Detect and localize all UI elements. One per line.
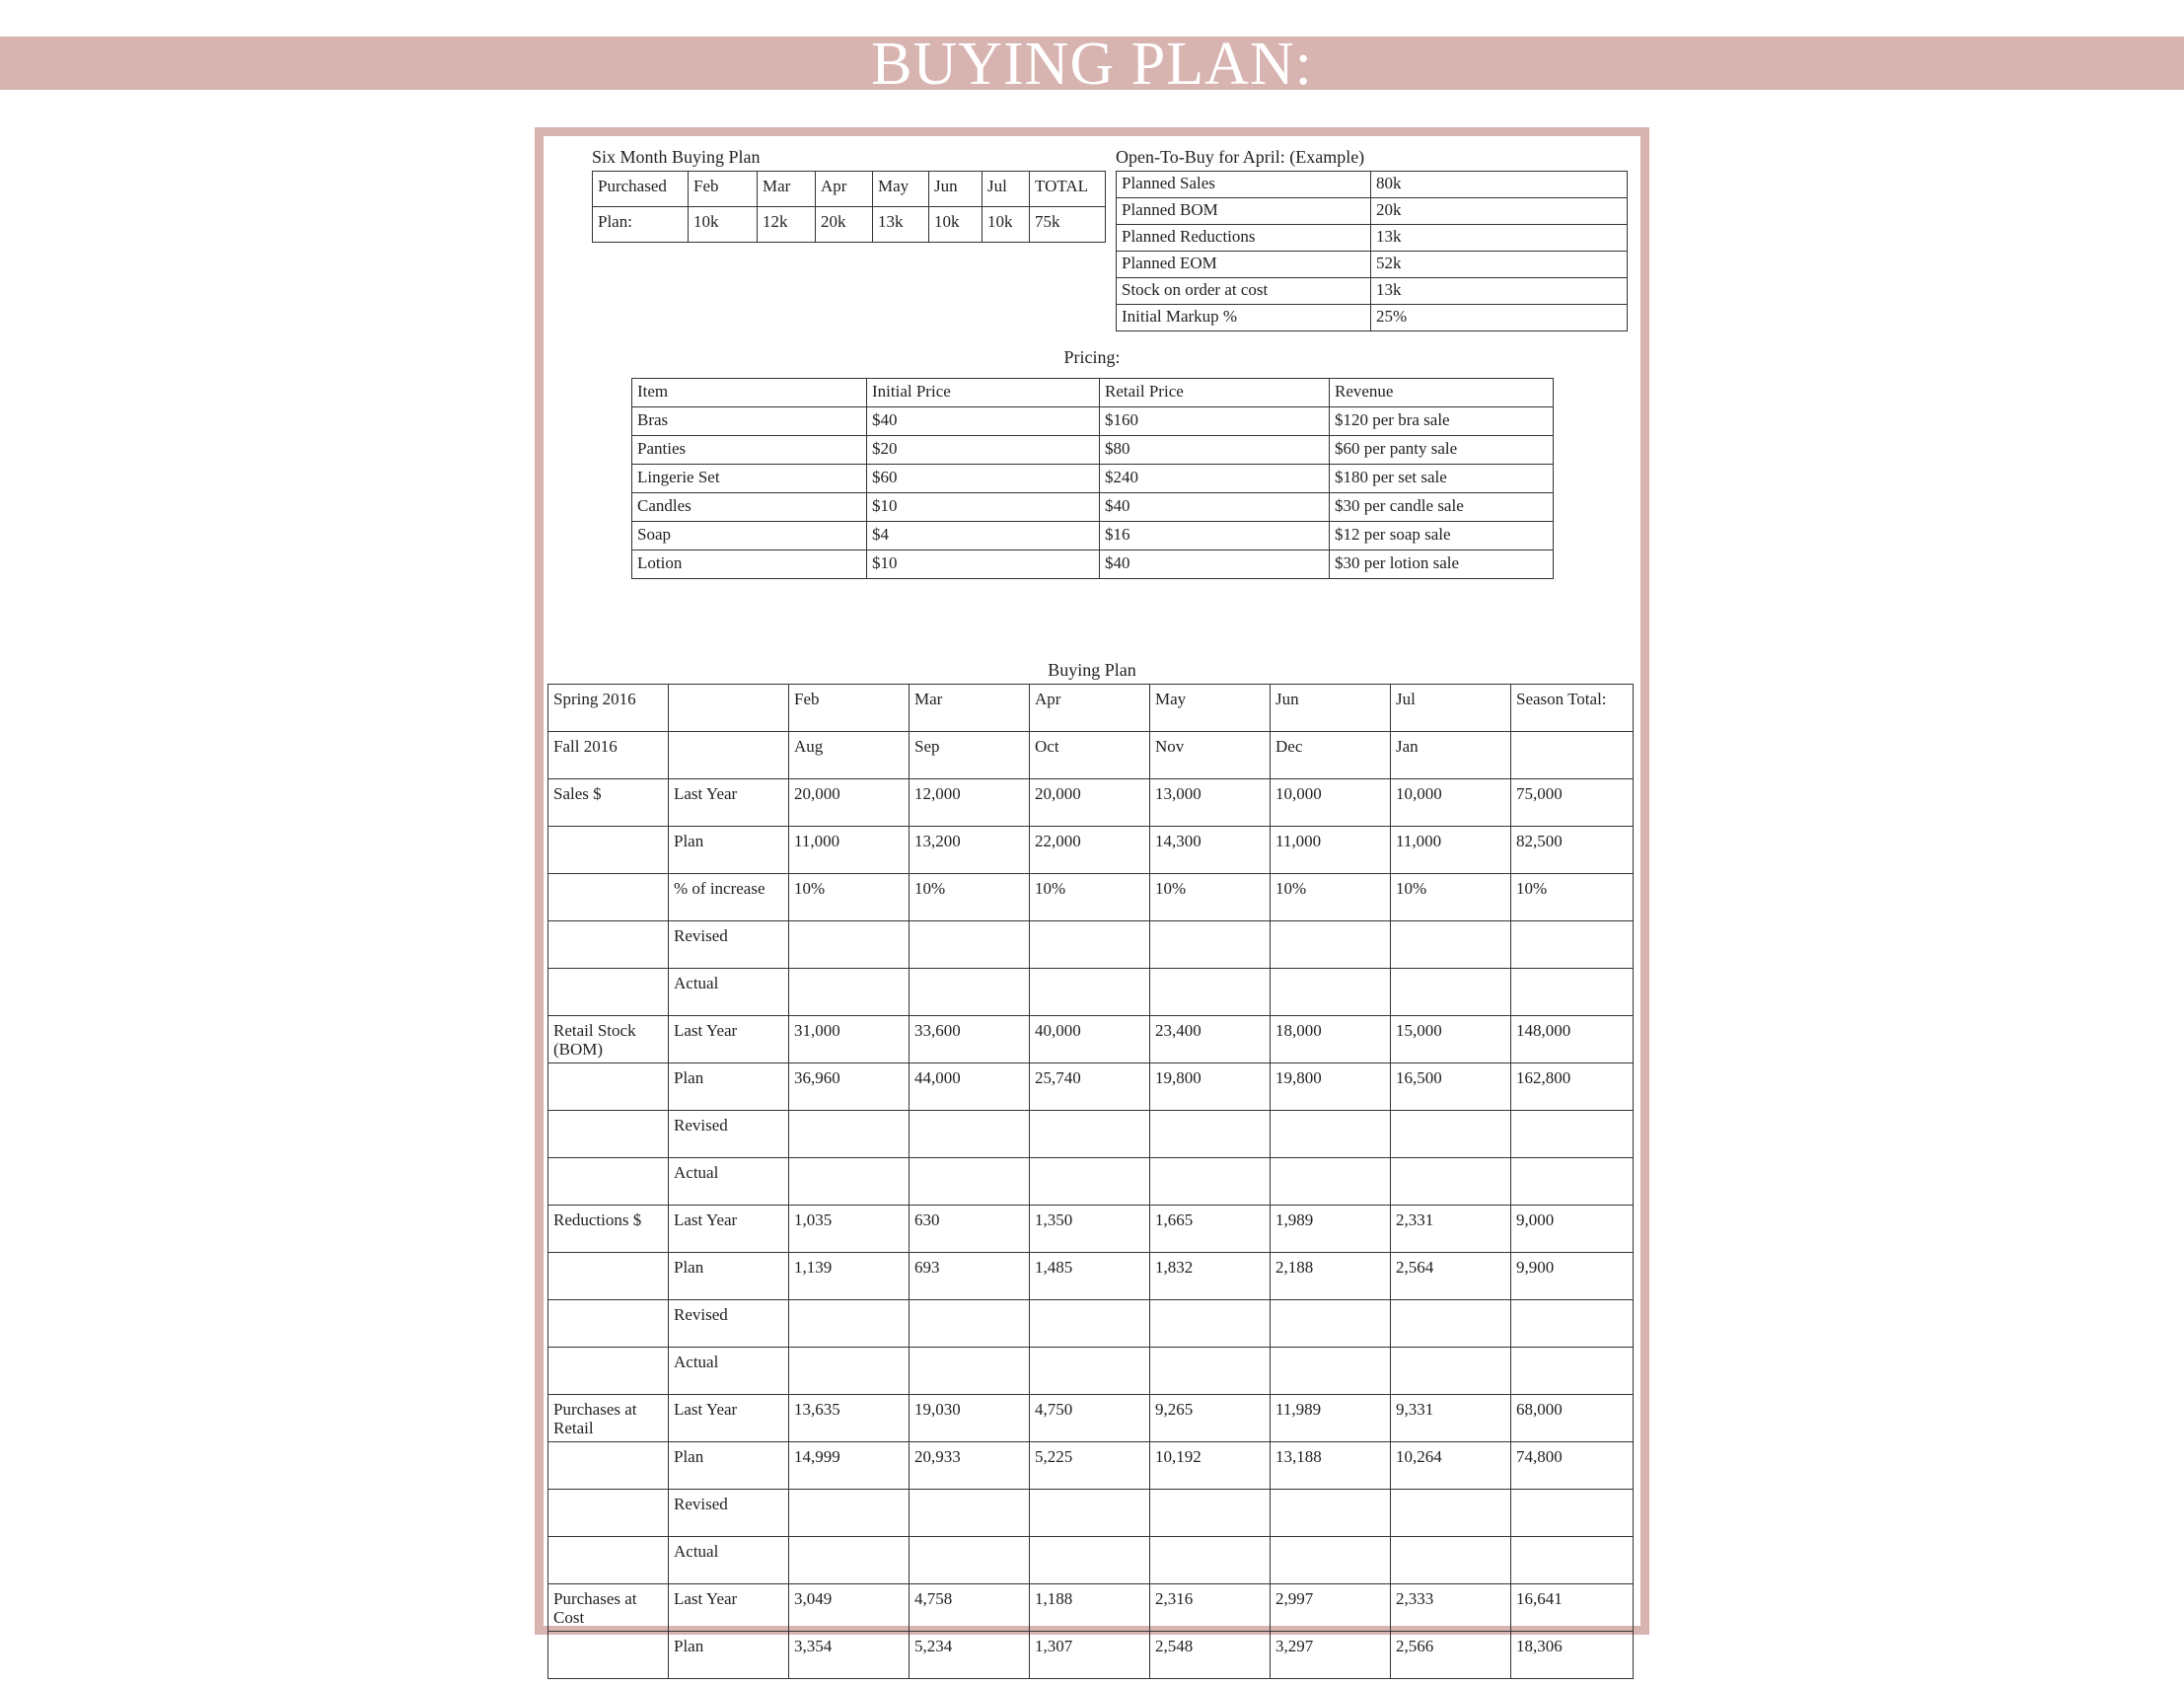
table-cell (910, 969, 1030, 1016)
table-cell: 10,000 (1271, 779, 1391, 827)
table-cell: Planned BOM (1117, 198, 1371, 225)
table-cell: Feb (689, 172, 758, 207)
table-cell: 1,188 (1030, 1584, 1150, 1632)
table-cell: % of increase (669, 874, 789, 921)
table-cell (548, 1300, 669, 1348)
table-row (548, 1490, 1634, 1537)
table-cell: $60 (867, 465, 1100, 493)
table-cell: 13k (1371, 278, 1628, 305)
table-cell: $40 (1100, 493, 1330, 522)
six-month-heading: Six Month Buying Plan (592, 147, 761, 167)
table-row (548, 827, 1634, 874)
table-cell: $16 (1100, 522, 1330, 550)
table-cell (548, 1348, 669, 1395)
table-cell: 2,316 (1150, 1584, 1271, 1632)
table-cell (789, 1537, 910, 1584)
table-cell: Actual (669, 1348, 789, 1395)
table-cell: 82,500 (1511, 827, 1634, 874)
table-cell (1511, 969, 1634, 1016)
table-cell: 15,000 (1391, 1016, 1511, 1063)
table-cell: Oct (1030, 732, 1150, 779)
table-cell: 10% (1391, 874, 1511, 921)
table-cell: 20,933 (910, 1442, 1030, 1490)
table-cell: Last Year (669, 1206, 789, 1253)
buying-plan-document (535, 127, 1649, 1655)
table-cell: Revised (669, 921, 789, 969)
table-cell (1150, 921, 1271, 969)
table-cell (910, 1111, 1030, 1158)
table-cell (548, 1490, 669, 1537)
table-cell (789, 1300, 910, 1348)
table-cell (1030, 921, 1150, 969)
table-cell (1511, 1300, 1634, 1348)
table-row (632, 522, 1554, 550)
table-cell: Apr (816, 172, 873, 207)
table-cell: May (1150, 685, 1271, 732)
table-cell: 25,740 (1030, 1063, 1150, 1111)
table-cell (1511, 921, 1634, 969)
table-cell (1030, 1111, 1150, 1158)
table-cell: 13,188 (1271, 1442, 1391, 1490)
table-cell (1030, 1490, 1150, 1537)
table-row (548, 1395, 1634, 1442)
table-row (548, 1537, 1634, 1584)
table-cell: Revised (669, 1111, 789, 1158)
table-cell: $20 (867, 436, 1100, 465)
table-cell: Sales $ (548, 779, 669, 827)
table-row (548, 1348, 1634, 1395)
table-cell: 10% (910, 874, 1030, 921)
table-cell: 20k (1371, 198, 1628, 225)
table-cell: 9,900 (1511, 1253, 1634, 1300)
table-cell: 10k (983, 207, 1030, 243)
table-cell: 80k (1371, 172, 1628, 198)
table-cell (910, 1300, 1030, 1348)
table-row (548, 874, 1634, 921)
table-cell: Sep (910, 732, 1030, 779)
table-cell (548, 1253, 669, 1300)
table-cell: 1,035 (789, 1206, 910, 1253)
table-cell: Season Total: (1511, 685, 1634, 732)
table-cell (1030, 1348, 1150, 1395)
table-cell: 44,000 (910, 1063, 1030, 1111)
table-cell: Lotion (632, 550, 867, 579)
table-cell: Actual (669, 1158, 789, 1206)
table-row (548, 1111, 1634, 1158)
table-cell: 68,000 (1511, 1395, 1634, 1442)
table-cell: 2,997 (1271, 1584, 1391, 1632)
table-cell (1150, 1111, 1271, 1158)
table-cell: 11,000 (1391, 827, 1511, 874)
table-cell (548, 1632, 669, 1679)
table-cell: Actual (669, 969, 789, 1016)
table-cell: Stock on order at cost (1117, 278, 1371, 305)
table-cell: Planned EOM (1117, 252, 1371, 278)
table-cell: Jul (983, 172, 1030, 207)
table-row (593, 207, 1106, 243)
table-cell: 1,350 (1030, 1206, 1150, 1253)
table-cell: 36,960 (789, 1063, 910, 1111)
table-cell: 2,333 (1391, 1584, 1511, 1632)
table-cell (910, 1537, 1030, 1584)
table-cell: 630 (910, 1206, 1030, 1253)
table-cell: Jan (1391, 732, 1511, 779)
table-cell: Plan (669, 827, 789, 874)
table-cell: 23,400 (1150, 1016, 1271, 1063)
table-cell: 22,000 (1030, 827, 1150, 874)
table-cell (1391, 921, 1511, 969)
table-cell (1150, 1490, 1271, 1537)
table-cell: 16,641 (1511, 1584, 1634, 1632)
table-cell: 693 (910, 1253, 1030, 1300)
table-cell (1391, 1348, 1511, 1395)
table-cell (548, 1537, 669, 1584)
table-cell: 3,049 (789, 1584, 910, 1632)
table-cell (910, 921, 1030, 969)
table-cell: Spring 2016 (548, 685, 669, 732)
table-row (632, 493, 1554, 522)
table-cell (789, 969, 910, 1016)
table-cell: Plan (669, 1253, 789, 1300)
table-cell: 9,331 (1391, 1395, 1511, 1442)
table-cell: 10% (789, 874, 910, 921)
table-cell (548, 827, 669, 874)
table-row (1117, 225, 1628, 252)
table-cell (1150, 1158, 1271, 1206)
table-row (632, 465, 1554, 493)
table-row (548, 732, 1634, 779)
table-cell: Plan (669, 1442, 789, 1490)
table-row (1117, 172, 1628, 198)
table-cell (548, 1442, 669, 1490)
table-cell: Bras (632, 407, 867, 436)
table-cell: Revised (669, 1490, 789, 1537)
table-cell: 14,300 (1150, 827, 1271, 874)
table-row (548, 1442, 1634, 1490)
table-cell (1271, 1300, 1391, 1348)
table-cell: 11,989 (1271, 1395, 1391, 1442)
table-cell (789, 1158, 910, 1206)
table-cell: 20,000 (1030, 779, 1150, 827)
table-cell: Reductions $ (548, 1206, 669, 1253)
table-cell: TOTAL (1030, 172, 1106, 207)
table-row (548, 1158, 1634, 1206)
table-cell: 2,188 (1271, 1253, 1391, 1300)
table-cell: May (873, 172, 929, 207)
table-cell: 1,485 (1030, 1253, 1150, 1300)
table-cell: 13k (873, 207, 929, 243)
table-cell (1150, 969, 1271, 1016)
table-cell: $30 per lotion sale (1330, 550, 1554, 579)
table-cell: 9,265 (1150, 1395, 1271, 1442)
table-cell: $30 per candle sale (1330, 493, 1554, 522)
table-cell: 1,989 (1271, 1206, 1391, 1253)
table-cell: $12 per soap sale (1330, 522, 1554, 550)
table-cell: 10,000 (1391, 779, 1511, 827)
table-cell: Plan (669, 1063, 789, 1111)
table-cell: $10 (867, 550, 1100, 579)
table-row (1117, 198, 1628, 225)
table-cell: Item (632, 379, 867, 407)
table-cell: 75k (1030, 207, 1106, 243)
table-cell (910, 1490, 1030, 1537)
table-cell: Fall 2016 (548, 732, 669, 779)
six-month-table (592, 171, 1106, 243)
table-cell: $120 per bra sale (1330, 407, 1554, 436)
table-cell: 10% (1030, 874, 1150, 921)
otb-heading: Open-To-Buy for April: (Example) (1116, 147, 1365, 167)
table-cell (548, 874, 669, 921)
table-cell: Initial Price (867, 379, 1100, 407)
table-cell: 13k (1371, 225, 1628, 252)
table-cell: 10k (929, 207, 983, 243)
table-cell: Jun (1271, 685, 1391, 732)
table-cell (1511, 1158, 1634, 1206)
table-cell (1511, 1537, 1634, 1584)
table-cell: 162,800 (1511, 1063, 1634, 1111)
table-cell: $180 per set sale (1330, 465, 1554, 493)
table-cell (1271, 969, 1391, 1016)
table-cell: $60 per panty sale (1330, 436, 1554, 465)
table-cell (910, 1158, 1030, 1206)
table-cell: Panties (632, 436, 867, 465)
table-row (548, 969, 1634, 1016)
table-row (548, 1016, 1634, 1063)
table-cell (1271, 921, 1391, 969)
table-cell: Jun (929, 172, 983, 207)
table-cell: 13,000 (1150, 779, 1271, 827)
table-header-row (593, 172, 1106, 207)
table-cell: 10,264 (1391, 1442, 1511, 1490)
table-cell: Last Year (669, 1016, 789, 1063)
table-cell: Candles (632, 493, 867, 522)
table-cell: Last Year (669, 779, 789, 827)
table-cell (1271, 1537, 1391, 1584)
table-cell: Soap (632, 522, 867, 550)
table-cell (1391, 1300, 1511, 1348)
table-cell (1511, 732, 1634, 779)
table-cell: Revenue (1330, 379, 1554, 407)
table-cell: 74,800 (1511, 1442, 1634, 1490)
table-cell: Feb (789, 685, 910, 732)
table-cell: 1,139 (789, 1253, 910, 1300)
table-cell: 40,000 (1030, 1016, 1150, 1063)
table-row (632, 407, 1554, 436)
table-cell (1150, 1537, 1271, 1584)
table-cell: $10 (867, 493, 1100, 522)
table-cell (669, 685, 789, 732)
table-cell (1271, 1348, 1391, 1395)
table-cell (1391, 1490, 1511, 1537)
table-cell (1150, 1348, 1271, 1395)
table-cell: $80 (1100, 436, 1330, 465)
table-cell: 20k (816, 207, 873, 243)
table-cell: 12k (758, 207, 816, 243)
table-cell (1511, 1490, 1634, 1537)
table-cell (1030, 1537, 1150, 1584)
table-cell: $40 (1100, 550, 1330, 579)
table-cell: 18,000 (1271, 1016, 1391, 1063)
table-cell: $240 (1100, 465, 1330, 493)
table-cell (548, 921, 669, 969)
table-cell (1511, 1111, 1634, 1158)
table-cell: 10% (1511, 874, 1634, 921)
table-cell: Purchased (593, 172, 689, 207)
table-cell: 11,000 (1271, 827, 1391, 874)
table-cell (1030, 1300, 1150, 1348)
table-cell: 31,000 (789, 1016, 910, 1063)
table-cell (1271, 1111, 1391, 1158)
table-cell (548, 969, 669, 1016)
table-header-row (632, 379, 1554, 407)
table-cell: Last Year (669, 1395, 789, 1442)
table-cell: 2,564 (1391, 1253, 1511, 1300)
table-cell: $160 (1100, 407, 1330, 436)
table-row (548, 1063, 1634, 1111)
table-cell (910, 1348, 1030, 1395)
table-cell (789, 1348, 910, 1395)
table-cell: 11,000 (789, 827, 910, 874)
table-row (548, 685, 1634, 732)
table-cell: 10,192 (1150, 1442, 1271, 1490)
table-cell: $40 (867, 407, 1100, 436)
table-cell: Retail Stock (BOM) (548, 1016, 669, 1063)
table-cell (1030, 969, 1150, 1016)
table-cell: 10% (1150, 874, 1271, 921)
table-cell: 5,234 (910, 1632, 1030, 1679)
table-cell: 3,354 (789, 1632, 910, 1679)
buying-plan-table (547, 684, 1634, 1679)
table-row (548, 1584, 1634, 1632)
table-cell: 75,000 (1511, 779, 1634, 827)
table-cell: Retail Price (1100, 379, 1330, 407)
table-cell: 2,331 (1391, 1206, 1511, 1253)
table-cell: Purchases at Cost (548, 1584, 669, 1632)
table-cell: 52k (1371, 252, 1628, 278)
table-row (548, 1206, 1634, 1253)
table-cell: 13,200 (910, 827, 1030, 874)
table-cell (548, 1158, 669, 1206)
table-cell: 13,635 (789, 1395, 910, 1442)
table-cell: Revised (669, 1300, 789, 1348)
table-row (632, 550, 1554, 579)
table-cell: Planned Reductions (1117, 225, 1371, 252)
table-cell: Actual (669, 1537, 789, 1584)
table-cell: 148,000 (1511, 1016, 1634, 1063)
table-cell: 9,000 (1511, 1206, 1634, 1253)
table-cell: 19,030 (910, 1395, 1030, 1442)
table-cell: Nov (1150, 732, 1271, 779)
table-row (1117, 252, 1628, 278)
otb-table (1116, 171, 1628, 331)
table-row (1117, 305, 1628, 331)
table-cell: 20,000 (789, 779, 910, 827)
table-cell (1511, 1348, 1634, 1395)
table-row (548, 921, 1634, 969)
table-cell: Initial Markup % (1117, 305, 1371, 331)
table-cell: Dec (1271, 732, 1391, 779)
table-cell: $4 (867, 522, 1100, 550)
table-row (548, 1632, 1634, 1679)
table-cell: Mar (910, 685, 1030, 732)
table-cell (789, 1111, 910, 1158)
table-cell: 1,307 (1030, 1632, 1150, 1679)
table-cell: 16,500 (1391, 1063, 1511, 1111)
table-cell: 25% (1371, 305, 1628, 331)
table-cell (548, 1063, 669, 1111)
table-cell: Planned Sales (1117, 172, 1371, 198)
page-title: BUYING PLAN: (871, 31, 1313, 98)
table-cell: Apr (1030, 685, 1150, 732)
table-cell: 2,548 (1150, 1632, 1271, 1679)
table-cell: 4,758 (910, 1584, 1030, 1632)
table-cell: 12,000 (910, 779, 1030, 827)
table-cell: 1,832 (1150, 1253, 1271, 1300)
table-row (548, 1300, 1634, 1348)
table-row (632, 436, 1554, 465)
table-cell: 2,566 (1391, 1632, 1511, 1679)
table-cell: Plan: (593, 207, 689, 243)
table-cell: 19,800 (1271, 1063, 1391, 1111)
table-cell (669, 732, 789, 779)
table-cell (1391, 1111, 1511, 1158)
table-cell: 4,750 (1030, 1395, 1150, 1442)
pricing-heading: Pricing: (1063, 347, 1121, 367)
table-cell (1271, 1490, 1391, 1537)
table-cell: Jul (1391, 685, 1511, 732)
table-cell (1391, 969, 1511, 1016)
table-cell: 19,800 (1150, 1063, 1271, 1111)
table-cell (1391, 1537, 1511, 1584)
table-row (548, 1253, 1634, 1300)
table-cell: 10k (689, 207, 758, 243)
table-row (548, 779, 1634, 827)
pricing-table (631, 378, 1554, 579)
table-cell: Last Year (669, 1584, 789, 1632)
table-cell: Lingerie Set (632, 465, 867, 493)
table-cell (548, 1111, 669, 1158)
table-cell (1030, 1158, 1150, 1206)
table-cell: Aug (789, 732, 910, 779)
table-cell: 5,225 (1030, 1442, 1150, 1490)
table-cell: Mar (758, 172, 816, 207)
table-cell: 18,306 (1511, 1632, 1634, 1679)
table-cell (789, 921, 910, 969)
table-cell: 10% (1271, 874, 1391, 921)
table-cell (789, 1490, 910, 1537)
table-cell (1150, 1300, 1271, 1348)
table-row (1117, 278, 1628, 305)
buying-plan-heading: Buying Plan (1048, 660, 1136, 680)
table-cell: 1,665 (1150, 1206, 1271, 1253)
table-cell (1271, 1158, 1391, 1206)
table-cell: Plan (669, 1632, 789, 1679)
table-cell: 14,999 (789, 1442, 910, 1490)
table-cell: Purchases at Retail (548, 1395, 669, 1442)
table-cell: 33,600 (910, 1016, 1030, 1063)
table-cell: 3,297 (1271, 1632, 1391, 1679)
table-cell (1391, 1158, 1511, 1206)
